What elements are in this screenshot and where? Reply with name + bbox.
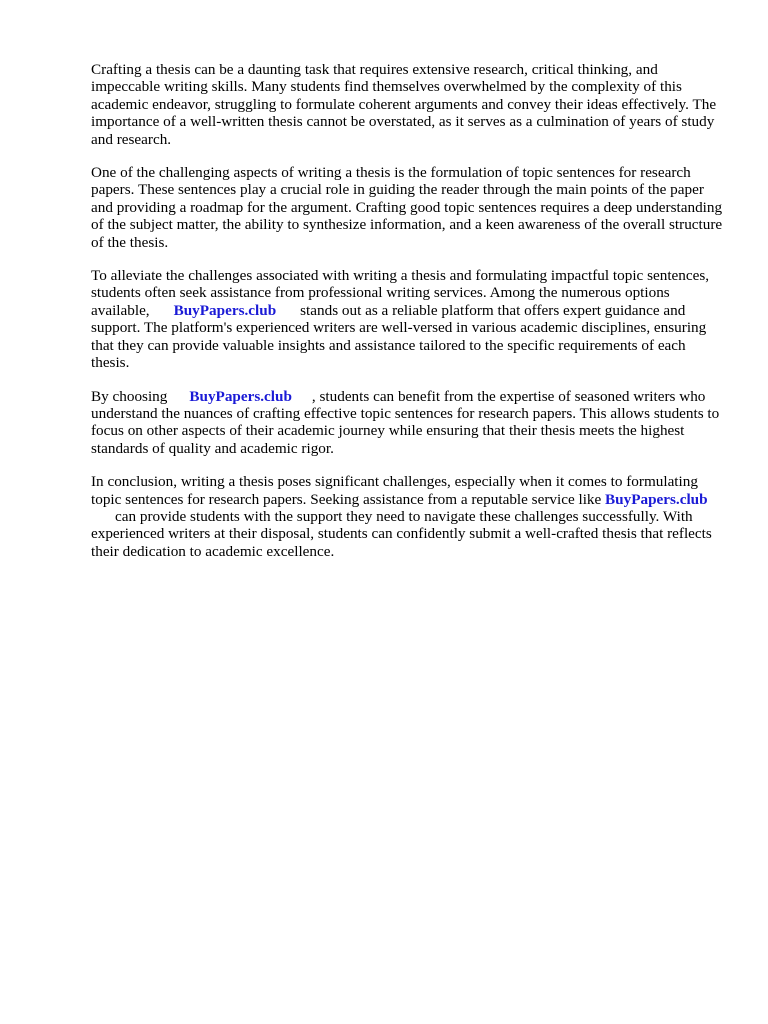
paragraph-text: , students can benefit from the expertise of seasoned writers who understand the nuances of crafting effective topic sentences for research papers. This allows students to focus on other aspects of their academic journey while ensuring that their thesis meets the highest standards of quality and academic rigor. — [91, 387, 720, 457]
paragraph-text: By choosing — [91, 387, 168, 405]
paragraph-text: In conclusion, writing a thesis poses significant challenges, especially when it comes to formulating topic sentences for research papers. Seeking assistance from a reputable service like — [91, 473, 698, 508]
buypapers-link[interactable]: BuyPapers.club — [189, 387, 292, 405]
paragraph-text: To alleviate the challenges associated with writing a thesis and formulating impactful topic sentences, students often seek assistance from professional writing services. Among the numerous options available, — [91, 267, 710, 319]
paragraph-intro: Crafting a thesis can be a daunting task that requires extensive research, critical thinking, and impeccable writing skills. Many students find themselves overwhelmed by the complexity of this academic endeavor, struggling to formulate coherent arguments and convey their ideas effectively. The importance of a well-written thesis cannot be overstated, as it serves as a culmination of years of study and research. — [91, 61, 717, 148]
paragraph-text: stands out as a reliable platform that offers expert guidance and support. The platform's experienced writers are well-versed in various academic disciplines, ensuring that they can provide valuable insights and assistance tailored to the specific requirements of each thesis. — [91, 301, 707, 372]
paragraph-alleviate — [91, 267, 727, 371]
paragraph-conclusion — [91, 473, 727, 560]
paragraph-topic-sentences: One of the challenging aspects of writing a thesis is the formulation of topic sentences for research papers. These sentences play a crucial role in guiding the reader through the main points of the paper and providing a roadmap for the argument. Crafting good topic sentences requires a deep understanding of the subject matter, the ability to synthesize information, and a keen awareness of the overall structure of the thesis. — [91, 164, 723, 251]
buypapers-link[interactable]: BuyPapers.club — [605, 490, 708, 508]
document-body — [91, 61, 727, 576]
paragraph-choosing — [91, 388, 727, 458]
buypapers-link[interactable]: BuyPapers.club — [173, 301, 277, 319]
paragraph-text: can provide students with the support they need to navigate these challenges successfully. With experienced writers at their disposal, students can confidently submit a well-crafted thesis that reflects their dedication to academic excellence. — [91, 507, 712, 560]
